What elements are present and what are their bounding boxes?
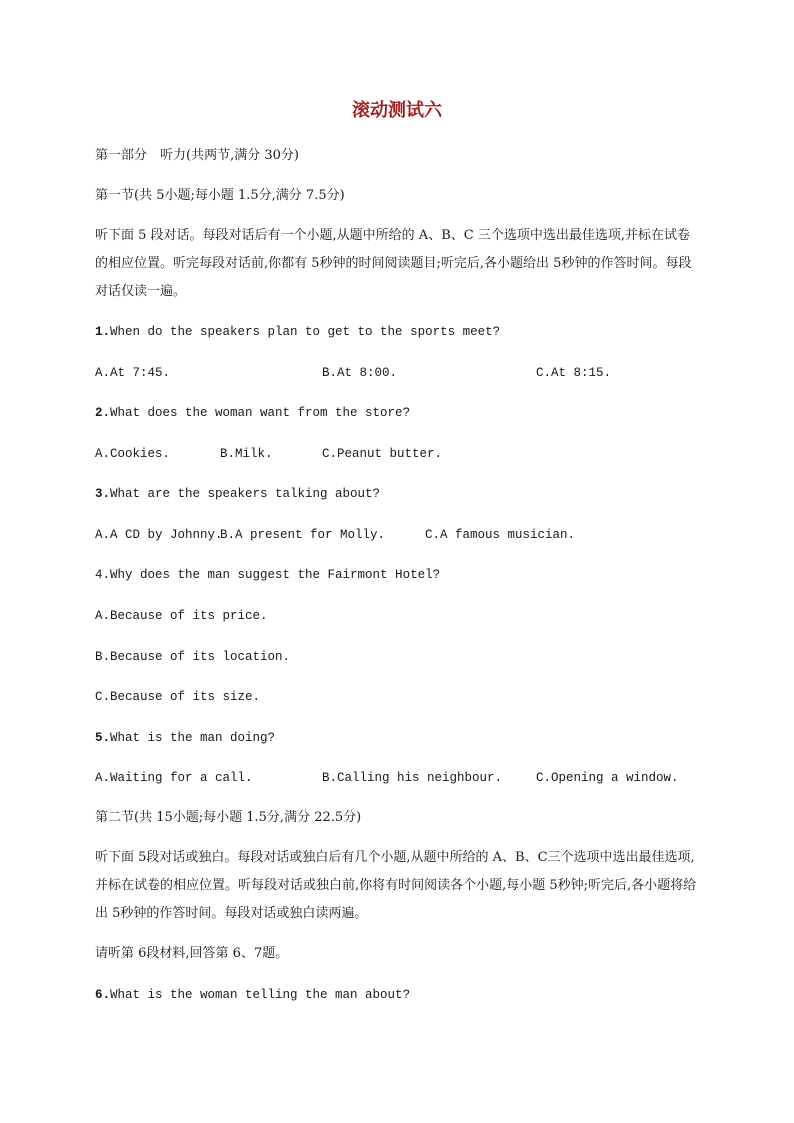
section1-instructions: 听下面 5 段对话。每段对话后有一个小题,从题中所给的 A、B、C 三个选项中选出最佳选项,并标在试卷的相应位置。听完每段对话前,你都有 5秒钟的时间阅读题目;听完后,各小题给出 5秒钟的作答时间。每段对话仅读一遍。 [95, 228, 692, 299]
question-text: Why does the man suggest the Fairmont Hotel? [110, 568, 441, 582]
question-number: 2. [95, 406, 111, 420]
q2-option-c: C.Peanut butter. [322, 447, 443, 461]
q3-option-c: C.A famous musician. [425, 528, 576, 542]
q1-option-c: C.At 8:15. [536, 366, 612, 380]
q4-option-c: C.Because of its size. [95, 690, 261, 704]
q4-option-a: A.Because of its price. [95, 609, 268, 623]
question-6 [95, 985, 410, 1005]
question-2 [95, 403, 410, 423]
question-text: What is the man doing? [110, 731, 276, 745]
question-text: What does the woman want from the store? [110, 406, 411, 420]
q3-option-a: A.A CD by Johnny. [95, 528, 223, 542]
question-number: 1. [95, 325, 111, 339]
question-5 [95, 728, 275, 748]
q5-option-a: A.Waiting for a call. [95, 771, 253, 785]
part1-heading: 第一部分 听力(共两节,满分 30分) [95, 148, 299, 163]
q3-option-b: B.A present for Molly. [220, 528, 386, 542]
question-number: 6. [95, 988, 111, 1002]
question-text: What is the woman telling the man about? [110, 988, 411, 1002]
material-prompt: 请听第 6段材料,回答第 6、7题。 [95, 946, 289, 961]
question-number: 5. [95, 731, 111, 745]
question-4 [95, 565, 440, 585]
q1-option-a: A.At 7:45. [95, 366, 171, 380]
q5-option-c: C.Opening a window. [536, 771, 679, 785]
question-1 [95, 322, 500, 342]
q1-option-b: B.At 8:00. [322, 366, 398, 380]
question-3 [95, 484, 380, 504]
q2-option-b: B.Milk. [220, 447, 273, 461]
q2-option-a: A.Cookies. [95, 447, 171, 461]
question-text: What are the speakers talking about? [110, 487, 381, 501]
question-number: 3. [95, 487, 111, 501]
q5-option-b: B.Calling his neighbour. [322, 771, 503, 785]
section2-instructions: 听下面 5段对话或独白。每段对话或独白后有几个小题,从题中所给的 A、B、C三个选项中选出最佳选项,并标在试卷的相应位置。听每段对话或独白前,你将有时间阅读各个小题,每小题 5秒钟;听完后,各小题将给出 5秒钟的作答时间。每段对话或独白读两遍。 [95, 850, 697, 921]
question-number: 4. [95, 568, 111, 582]
document-title: 滚动测试六 [352, 100, 442, 121]
section1-heading: 第一节(共 5小题;每小题 1.5分,满分 7.5分) [95, 188, 345, 203]
q4-option-b: B.Because of its location. [95, 650, 291, 664]
question-text: When do the speakers plan to get to the sports meet? [110, 325, 501, 339]
section2-heading: 第二节(共 15小题;每小题 1.5分,满分 22.5分) [95, 810, 362, 825]
